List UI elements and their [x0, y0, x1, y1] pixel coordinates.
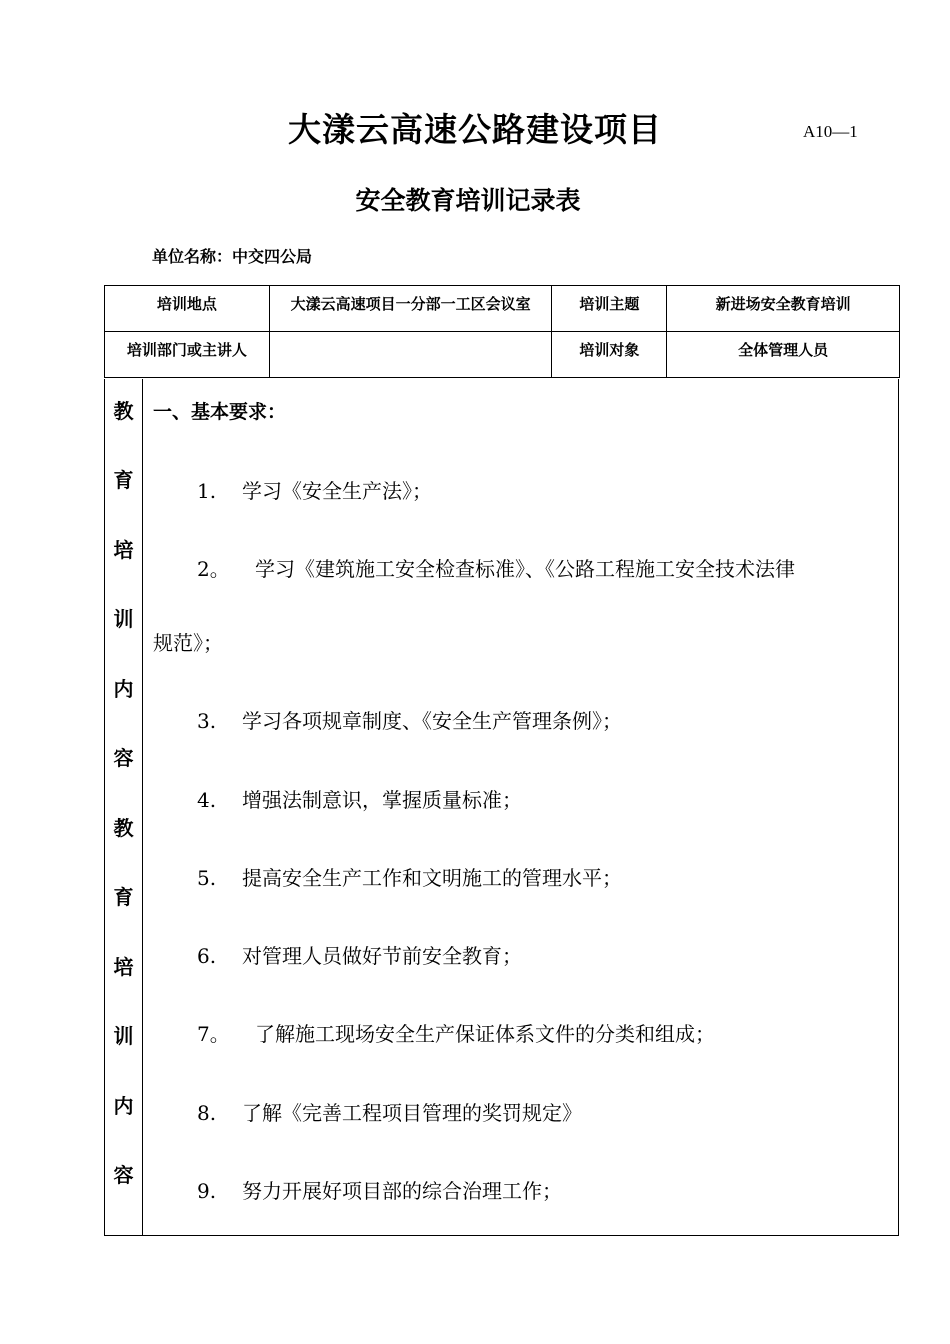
item-number: 2。 — [197, 557, 230, 581]
side-label-char: 训 — [113, 607, 134, 631]
list-item — [153, 1018, 715, 1047]
item-text: 了解施工现场安全生产保证体系文件的分类和组成； — [255, 1022, 715, 1046]
item-number: 7。 — [197, 1022, 230, 1046]
info-row — [105, 286, 900, 332]
side-label-char: 容 — [113, 746, 134, 770]
item-text: 提高安全生产工作和文明施工的管理水平； — [242, 866, 622, 890]
item-text: 学习《安全生产法》； — [242, 479, 432, 503]
audience-value: 全体管理人员 — [738, 341, 829, 359]
item-text: 努力开展好项目部的综合治理工作； — [242, 1179, 562, 1203]
side-label-char: 培 — [113, 955, 134, 979]
location-value-cell — [269, 286, 552, 332]
side-label-char: 教 — [113, 399, 134, 423]
side-label-char: 内 — [113, 1094, 134, 1118]
location-value: 大漾云高速项目一分部一工区会议室 — [290, 295, 531, 313]
audience-value-cell — [667, 332, 900, 378]
unit-value: 中交四公局 — [232, 247, 313, 266]
side-label-char: 教 — [113, 816, 134, 840]
item-text: 了解《完善工程项目管理的奖罚规定》 — [242, 1101, 582, 1125]
list-item — [153, 862, 622, 891]
unit-label: 单位名称： — [152, 247, 233, 266]
item-number: 8. — [197, 1101, 217, 1125]
topic-label-cell — [552, 286, 667, 332]
content-heading: 一、基本要求： — [153, 401, 287, 423]
location-label-cell — [105, 286, 270, 332]
topic-value: 新进场安全教育培训 — [715, 295, 851, 313]
item-number: 9. — [197, 1179, 217, 1203]
dept-label: 培训部门或主讲人 — [126, 341, 247, 359]
content-section — [104, 379, 899, 1236]
location-label: 培训地点 — [156, 295, 217, 313]
item-text: 增强法制意识，掌握质量标准； — [242, 788, 522, 812]
topic-label: 培训主题 — [579, 295, 640, 313]
item-number: 5. — [197, 866, 217, 890]
list-item — [153, 553, 795, 582]
dept-value-cell — [269, 332, 552, 378]
audience-label-cell — [552, 332, 667, 378]
form-subtitle: 安全教育培训记录表 — [355, 186, 581, 215]
item-number: 4. — [197, 788, 217, 812]
list-item — [153, 784, 522, 813]
list-item — [153, 1097, 582, 1126]
item-number: 6. — [197, 944, 217, 968]
item-text: 对管理人员做好节前安全教育； — [242, 944, 522, 968]
item-number: 1. — [197, 479, 217, 503]
unit-name-line — [152, 244, 312, 267]
document-title: 大漾云高速公路建设项目 — [288, 110, 662, 149]
info-table — [104, 285, 900, 378]
list-item — [153, 475, 432, 504]
dept-value — [274, 332, 548, 339]
side-label-char: 训 — [113, 1024, 134, 1048]
list-item — [153, 940, 522, 969]
side-label-char: 育 — [113, 885, 134, 909]
side-label-char: 容 — [113, 1163, 134, 1187]
info-row — [105, 332, 900, 378]
side-label-char: 育 — [113, 468, 134, 492]
list-item — [153, 705, 622, 734]
item-text: 学习《建筑施工安全检查标准》、《公路工程施工安全技术法律 — [255, 557, 795, 581]
side-label-char: 内 — [113, 677, 134, 701]
audience-label: 培训对象 — [579, 341, 640, 359]
topic-value-cell — [667, 286, 900, 332]
item-number: 3. — [197, 709, 217, 733]
form-code: A10—1 — [803, 122, 858, 141]
list-item — [153, 1175, 562, 1204]
dept-label-cell — [105, 332, 270, 378]
side-label-char: 培 — [113, 538, 134, 562]
item-text: 学习各项规章制度、《安全生产管理条例》； — [242, 709, 622, 733]
side-label-column — [105, 379, 143, 1235]
list-item-continuation: 规范》； — [153, 631, 223, 655]
